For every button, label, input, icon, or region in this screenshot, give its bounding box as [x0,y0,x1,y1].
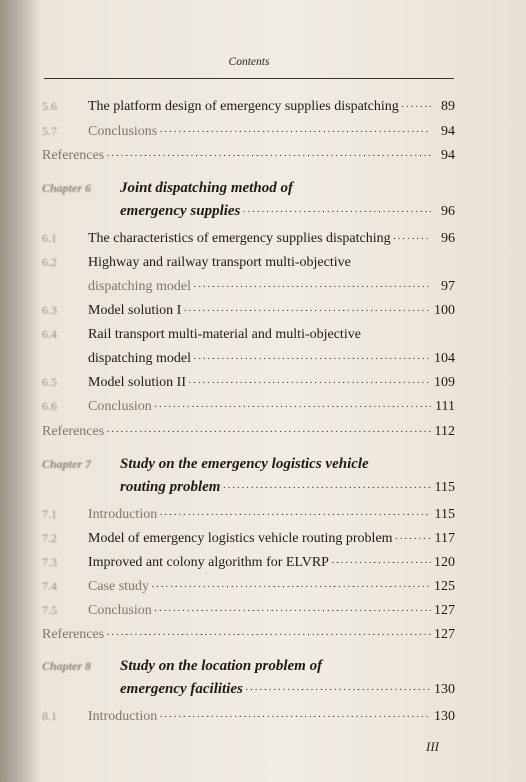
page-number: 96 [441,231,455,246]
toc-entry [42,99,455,119]
toc-entry [42,124,455,144]
page-folio: III [426,739,439,754]
section-title: dispatching model [88,351,192,366]
toc-entry [42,231,455,251]
section-number: 6.6 [42,399,57,413]
chapter-title: Study on the location problem of [120,658,323,674]
section-title: Rail transport multi-material and multi-objective [88,327,361,342]
toc-entry [42,709,455,729]
toc-entry [42,555,455,575]
leader-dots [151,581,431,593]
leader-dots [193,353,431,365]
section-number: 6.1 [42,231,57,245]
toc-entry [42,303,455,323]
chapter-title: Joint dispatching method of [120,180,293,196]
toc-entry [42,255,455,275]
section-title: The characteristics of emergency supplies dispatching [88,231,391,246]
section-title: Conclusions [88,124,158,139]
leader-dots [154,401,431,413]
leader-dots [222,482,431,494]
page-number: 109 [434,375,455,390]
leader-dots [395,533,431,545]
page-number: 120 [434,555,455,570]
chapter-title: routing problem [120,479,221,495]
section-title: Model of emergency logistics vehicle routing problem [88,531,393,546]
toc-entry [42,507,455,527]
page-number: 94 [441,148,455,163]
page-number: 115 [434,480,455,495]
section-number: 7.5 [42,603,57,617]
page-number: 96 [441,204,455,219]
page-number: 127 [434,603,455,618]
section-number: 8.1 [42,709,57,723]
section-number: 7.1 [42,507,57,521]
leader-dots [159,126,431,138]
section-number: 5.7 [42,124,57,138]
page-number: 130 [434,709,455,724]
leader-dots [331,557,431,569]
toc-entry [42,531,455,551]
toc-entry [42,579,455,599]
section-number: 7.3 [42,555,57,569]
chapter-title: emergency facilities [120,681,243,697]
page-number: 94 [441,124,455,139]
section-title: Case study [88,579,150,594]
toc-entry [42,148,455,168]
page-number: 112 [434,424,455,439]
chapter-label: Chapter 6 [42,181,92,195]
page-number: 125 [434,579,455,594]
leader-dots [106,629,431,641]
toc-entry [42,627,455,647]
leader-dots [401,101,431,113]
page-number: 89 [441,99,455,114]
leader-dots [245,684,431,696]
section-number: 7.4 [42,579,57,593]
section-title: Introduction [88,507,158,522]
chapter-entry-continued [42,203,455,223]
page-number: 127 [434,627,455,642]
page-number: 130 [434,682,455,697]
leader-dots [159,711,431,723]
chapter-entry-continued [42,681,455,701]
leader-dots [183,305,431,317]
page-number: 115 [434,507,455,522]
toc-entry-continued [42,351,455,371]
toc-entry [42,603,455,623]
leader-dots [154,605,431,617]
section-title: Introduction [88,709,158,724]
running-header: Contents [228,56,270,68]
section-title: The platform design of emergency supplies dispatching [88,99,399,114]
section-title: Model solution II [88,375,186,390]
section-number: 6.4 [42,327,57,341]
page-number: 104 [434,351,455,366]
chapter-entry [42,456,455,476]
toc-entry-continued [42,279,455,299]
section-number: 6.5 [42,375,57,389]
section-title: Improved ant colony algorithm for ELVRP [88,555,329,570]
toc-entry [42,327,455,347]
section-title: Conclusion [88,603,152,618]
page-number: 117 [434,531,455,546]
page-number: 111 [435,399,455,414]
leader-dots [242,206,431,218]
toc-entry [42,375,455,395]
section-title: Highway and railway transport multi-objective [88,255,351,270]
section-title: References [42,627,105,642]
leader-dots [106,150,431,162]
section-title: References [42,148,105,163]
section-number: 7.2 [42,531,57,545]
leader-dots [106,426,431,438]
page-number: 100 [434,303,455,318]
section-title: Conclusion [88,399,152,414]
toc-entry [42,399,455,419]
toc-entry [42,424,455,444]
chapter-entry-continued [42,479,455,499]
section-number: 5.6 [42,99,57,113]
section-title: dispatching model [88,279,192,294]
leader-dots [193,281,431,293]
leader-dots [188,377,431,389]
section-number: 6.2 [42,255,57,269]
section-title: Model solution I [88,303,182,318]
leader-dots [393,233,431,245]
section-number: 6.3 [42,303,57,317]
chapter-title: emergency supplies [120,203,241,219]
chapter-title: Study on the emergency logistics vehicle [120,456,369,472]
page-number: 97 [441,279,455,294]
chapter-label: Chapter 8 [42,659,92,673]
chapter-entry [42,180,455,200]
section-title: References [42,424,105,439]
chapter-label: Chapter 7 [42,457,92,471]
chapter-entry [42,658,455,678]
leader-dots [159,509,431,521]
